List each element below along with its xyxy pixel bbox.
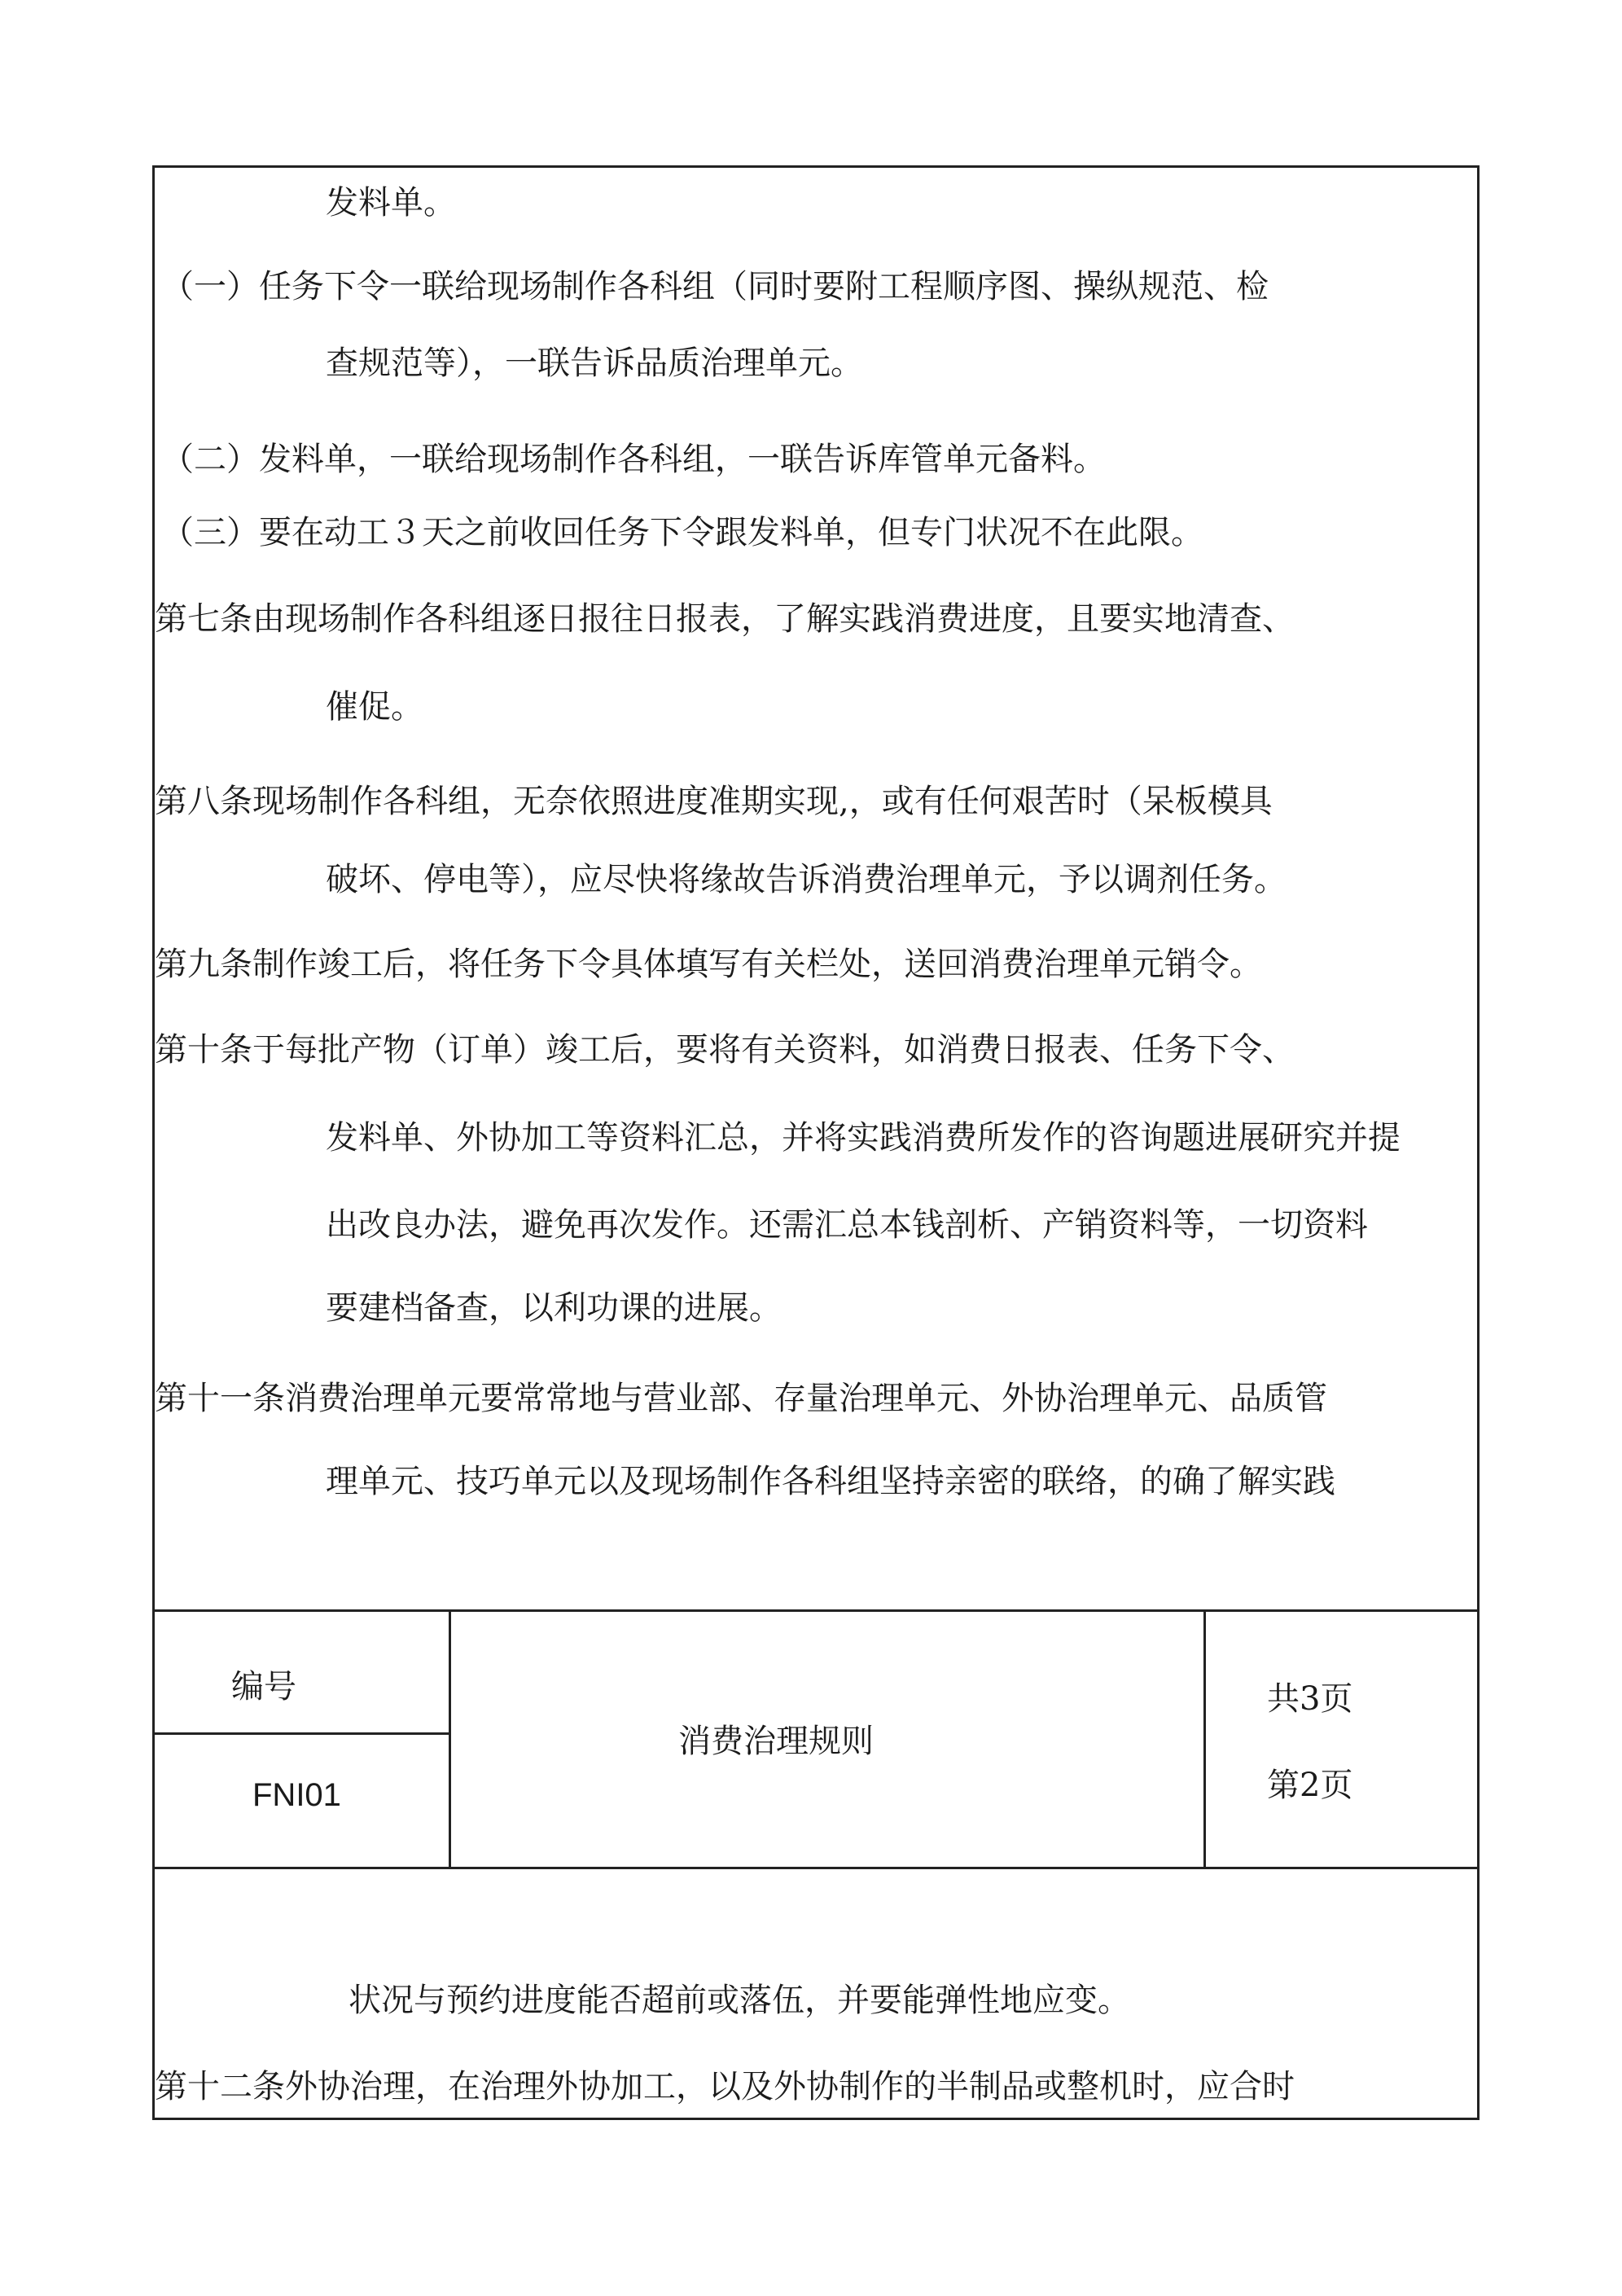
text-line: 破坏、停电等），应尽快将缘故告诉消费治理单元，予以调剂任务。 [326, 861, 1287, 898]
text-line: 第八条现场制作各科组，无奈依照进度准期实现,，或有任何艰苦时（呆板模具 [155, 783, 1273, 820]
total-pages: 共3页 [1267, 1680, 1353, 1718]
text-line: 查规范等），一联告诉品质治理单元。 [326, 345, 863, 382]
table-bottom-border [152, 1867, 1480, 1869]
text-line: （三）要在动工３天之前收回任务下令跟发料单，但专门状况不在此限。 [161, 514, 1203, 551]
document-title: 消费治理规则 [678, 1723, 874, 1760]
number-label: 编号 [231, 1668, 296, 1706]
text-line: 出改良办法，避免再次发作。还需汇总本钱剖析、产销资料等，一切资料 [326, 1206, 1368, 1244]
text-line: 理单元、技巧单元以及现场制作各科组坚持亲密的联络，的确了解实践 [326, 1463, 1335, 1500]
text-line: 发料单、外协加工等资料汇总，并将实践消费所发作的咨询题进展研究并提 [326, 1119, 1401, 1157]
text-line: 催促。 [326, 688, 423, 726]
text-line: 发料单。 [326, 184, 456, 222]
text-line: 第七条由现场制作各科组逐日报往日报表，了解实践消费进度，且要实地清查、 [155, 600, 1295, 638]
text-line: 要建档备查，以利功课的进展。 [326, 1289, 782, 1327]
table-column-divider-left [449, 1609, 451, 1868]
number-cell-divider [152, 1732, 450, 1735]
text-line: 状况与预约进度能否超前或落伍，并要能弹性地应变。 [349, 1982, 1130, 2019]
number-value: FNI01 [252, 1777, 341, 1813]
text-line: （一）任务下令一联给现场制作各科组（同时要附工程顺序图、操纵规范、检 [161, 268, 1269, 305]
text-line: （二）发料单，一联给现场制作各科组，一联告诉库管单元备料。 [161, 441, 1106, 478]
text-line: 第十二条外协治理，在治理外协加工，以及外协制作的半制品或整机时，应合时 [155, 2068, 1295, 2105]
text-line: 第十一条消费治理单元要常常地与营业部、存量治理单元、外协治理单元、品质管 [155, 1380, 1327, 1417]
text-line: 第十条于每批产物（订单）竣工后，要将有关资料，如消费日报表、任务下令、 [155, 1031, 1295, 1069]
table-column-divider-right [1203, 1609, 1206, 1868]
text-line: 第九条制作竣工后，将任务下令具体填写有关栏处，送回消费治理单元销令。 [155, 946, 1262, 983]
table-top-border [152, 1609, 1480, 1612]
current-page: 第2页 [1267, 1767, 1353, 1804]
